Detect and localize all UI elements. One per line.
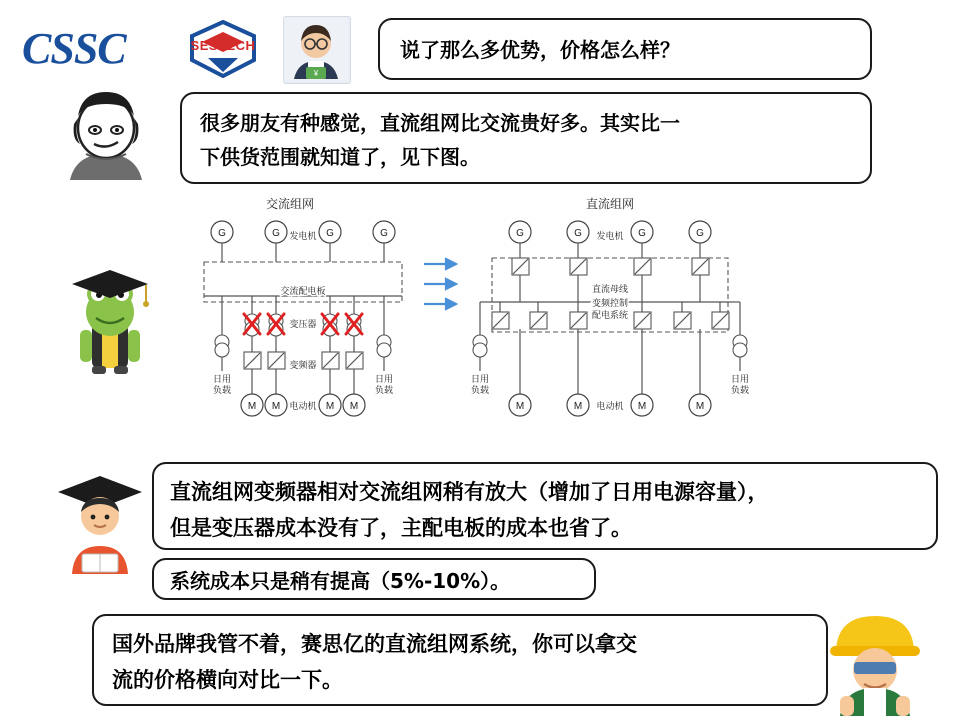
bubble-cost-text: 系统成本只是稍有提高（5%-10%）。 [170, 569, 511, 593]
svg-text:电动机: 电动机 [289, 402, 317, 412]
svg-text:G: G [326, 228, 334, 239]
svg-text:负载: 负载 [374, 386, 394, 396]
svg-text:M: M [637, 401, 647, 412]
svg-text:负载: 负载 [470, 386, 490, 396]
cssc-logo-text: CSSC [22, 24, 126, 73]
dc-network-group [471, 221, 749, 416]
svg-text:G: G [696, 228, 704, 239]
bubble-compare [152, 462, 938, 550]
bubble-intro [180, 92, 872, 184]
svg-text:日用: 日用 [374, 375, 394, 385]
svg-text:负载: 负载 [212, 386, 232, 396]
svg-text:交流配电板: 交流配电板 [280, 287, 326, 297]
bubble-question [378, 18, 872, 80]
svg-text:G: G [272, 228, 280, 239]
svg-text:变频器: 变频器 [289, 361, 317, 371]
svg-text:G: G [218, 228, 226, 239]
bubble-compare-line1: 直流组网变频器相对交流组网稍有放大（增加了日用电源容量）， [170, 480, 769, 504]
bubble-brand-line2: 流的价格横向对比一下。 [112, 668, 343, 692]
sestech-logo-text: SESTECH [190, 38, 256, 53]
svg-text:¥: ¥ [313, 69, 319, 78]
svg-text:M: M [247, 401, 257, 412]
svg-text:日用: 日用 [730, 375, 750, 385]
svg-text:负载: 负载 [730, 386, 750, 396]
svg-text:G: G [574, 228, 582, 239]
svg-text:G: G [516, 228, 524, 239]
svg-text:日用: 日用 [470, 375, 490, 385]
bubble-question-text: 说了那么多优势，价格怎么样？ [400, 38, 680, 62]
cssc-logo [22, 22, 172, 76]
svg-text:G: G [380, 228, 388, 239]
svg-text:变频控制: 变频控制 [591, 299, 629, 309]
svg-text:配电系统: 配电系统 [591, 311, 629, 321]
diagram-right-title: 直流组网 [585, 197, 635, 211]
svg-text:M: M [271, 401, 281, 412]
svg-text:发电机: 发电机 [596, 232, 624, 242]
transition-arrows [424, 259, 456, 309]
bubble-cost [152, 558, 596, 600]
bubble-compare-line2: 但是变压器成本没有了，主配电板的成本也省了。 [170, 516, 632, 540]
svg-text:G: G [638, 228, 646, 239]
bubble-intro-line2: 下供货范围就知道了，见下图。 [200, 145, 480, 169]
svg-text:直流母线: 直流母线 [591, 285, 629, 295]
svg-text:M: M [695, 401, 705, 412]
svg-text:M: M [349, 401, 359, 412]
confused-person-avatar [60, 88, 152, 180]
ac-network-group [204, 221, 402, 416]
diagram-left-title: 交流组网 [265, 197, 315, 211]
network-comparison-diagram [180, 196, 800, 446]
businessman-avatar [283, 16, 351, 84]
bubble-brand-line1: 国外品牌我管不着，赛思亿的直流组网系统，你可以拿交 [112, 632, 637, 656]
engineer-helmet-avatar [820, 598, 930, 716]
svg-text:发电机: 发电机 [289, 232, 317, 242]
svg-text:M: M [515, 401, 525, 412]
svg-text:变压器: 变压器 [289, 320, 317, 330]
bubble-brand [92, 614, 828, 706]
student-reading-avatar [52, 470, 148, 580]
svg-text:日用: 日用 [212, 375, 232, 385]
svg-text:电动机: 电动机 [596, 402, 624, 412]
professor-frog-avatar [62, 268, 158, 378]
bubble-intro-line1: 很多朋友有种感觉，直流组网比交流贵好多。其实比一 [200, 111, 680, 135]
sestech-logo [180, 18, 266, 80]
svg-text:M: M [325, 401, 335, 412]
svg-text:M: M [573, 401, 583, 412]
dc-rectifiers [512, 258, 709, 275]
